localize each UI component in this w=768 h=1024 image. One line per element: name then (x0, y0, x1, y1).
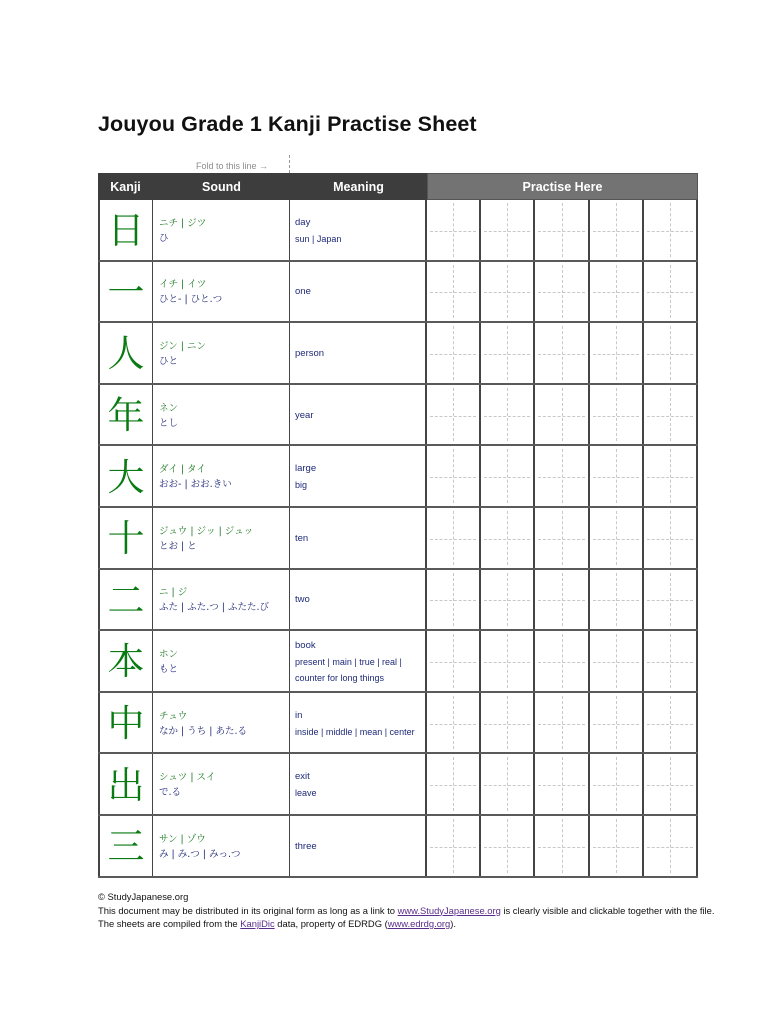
practise-box[interactable] (590, 693, 644, 755)
sound-cell (153, 816, 290, 878)
on-reading: ニ | ジ (159, 587, 188, 599)
practise-area (427, 754, 698, 816)
license-text-part: is clearly visible and clickable together with the file. The sheets are compiled from the (98, 904, 715, 929)
practise-box[interactable] (427, 508, 481, 570)
practise-box[interactable] (481, 816, 535, 878)
practise-box[interactable] (590, 754, 644, 816)
sound-cell (153, 323, 290, 385)
meaning-primary: large (295, 463, 317, 475)
table-row (98, 816, 698, 878)
meaning-cell (290, 570, 427, 632)
table-row (98, 570, 698, 632)
practise-box[interactable] (644, 631, 698, 693)
kun-reading: ひ (159, 232, 169, 244)
meaning-cell (290, 693, 427, 755)
meaning-primary: person (295, 347, 325, 359)
license-text (98, 904, 718, 931)
practise-box[interactable] (535, 385, 589, 447)
kanji-character: 本 (98, 631, 153, 693)
practise-area (427, 508, 698, 570)
on-reading: シュツ | スイ (159, 772, 216, 784)
kun-reading: なか | うち | あた.る (159, 725, 248, 737)
practise-area (427, 200, 698, 262)
kanji-character: 大 (98, 446, 153, 508)
meaning-secondary: leave (295, 788, 317, 799)
studyjapanese-link[interactable]: www.StudyJapanese.org (397, 904, 501, 916)
meaning-cell (290, 754, 427, 816)
practise-box[interactable] (481, 446, 535, 508)
meaning-cell (290, 385, 427, 447)
meaning-cell (290, 816, 427, 878)
kun-reading: おお- | おお.きい (159, 479, 232, 491)
kanjidic-link[interactable]: KanjiDic (240, 918, 275, 929)
practise-box[interactable] (535, 446, 589, 508)
practise-box[interactable] (590, 631, 644, 693)
practise-box[interactable] (535, 508, 589, 570)
practise-box[interactable] (535, 570, 589, 632)
practise-box[interactable] (590, 446, 644, 508)
sound-cell (153, 754, 290, 816)
kun-reading: ひと (159, 355, 179, 367)
practise-box[interactable] (644, 754, 698, 816)
sound-cell (153, 570, 290, 632)
license-text-part: ). (450, 918, 456, 929)
on-reading: ホン (159, 648, 179, 660)
kun-reading: もと (159, 663, 179, 675)
practise-area (427, 323, 698, 385)
meaning-primary: book (295, 639, 316, 651)
practise-box[interactable] (427, 200, 481, 262)
on-reading: チュウ (159, 710, 188, 722)
practise-box[interactable] (427, 262, 481, 324)
kanji-character: 三 (98, 816, 153, 878)
practise-box[interactable] (590, 508, 644, 570)
practise-box[interactable] (644, 385, 698, 447)
practise-area (427, 816, 698, 878)
table-row (98, 200, 698, 262)
practise-box[interactable] (427, 631, 481, 693)
practise-box[interactable] (590, 262, 644, 324)
on-reading: ジン | ニン (159, 340, 207, 352)
practise-area (427, 262, 698, 324)
practise-box[interactable] (644, 323, 698, 385)
meaning-secondary: sun | Japan (295, 233, 342, 244)
practise-box[interactable] (535, 323, 589, 385)
practise-box[interactable] (644, 446, 698, 508)
meaning-primary: ten (295, 532, 309, 544)
practise-box[interactable] (590, 816, 644, 878)
practise-box[interactable] (481, 693, 535, 755)
table-row (98, 323, 698, 385)
kanji-character: 十 (98, 508, 153, 570)
practise-box[interactable] (481, 508, 535, 570)
header-kanji: Kanji (98, 173, 153, 200)
practise-box[interactable] (590, 200, 644, 262)
meaning-cell (290, 631, 427, 693)
practise-box[interactable] (535, 262, 589, 324)
practise-box[interactable] (481, 754, 535, 816)
fold-line-marker (289, 155, 290, 173)
sound-cell (153, 385, 290, 447)
practise-box[interactable] (481, 631, 535, 693)
practise-box[interactable] (481, 262, 535, 324)
footer (98, 890, 718, 931)
practise-box[interactable] (535, 816, 589, 878)
practise-box[interactable] (590, 570, 644, 632)
practise-box[interactable] (427, 693, 481, 755)
practise-box[interactable] (427, 570, 481, 632)
practise-box[interactable] (590, 385, 644, 447)
kanji-character: 出 (98, 754, 153, 816)
table-row (98, 631, 698, 693)
meaning-secondary: inside | middle | mean | center (295, 726, 415, 737)
practise-area (427, 385, 698, 447)
on-reading: ダイ | タイ (159, 464, 206, 476)
kun-reading: で.る (159, 787, 182, 799)
kun-reading: とし (159, 417, 179, 429)
practise-area (427, 446, 698, 508)
meaning-secondary: big (295, 480, 308, 491)
kanji-character: 年 (98, 385, 153, 447)
meaning-primary: in (295, 709, 303, 721)
practise-box[interactable] (590, 323, 644, 385)
meaning-primary: day (295, 216, 311, 228)
table-row (98, 508, 698, 570)
practise-area (427, 631, 698, 693)
practise-area (427, 570, 698, 632)
sound-cell (153, 508, 290, 570)
practise-box[interactable] (644, 816, 698, 878)
meaning-cell (290, 200, 427, 262)
kanji-character: 中 (98, 693, 153, 755)
on-reading: イチ | イツ (159, 279, 207, 291)
meaning-primary: three (295, 840, 317, 852)
meaning-cell (290, 323, 427, 385)
practise-box[interactable] (535, 631, 589, 693)
on-reading: ネン (159, 402, 179, 414)
practise-box[interactable] (481, 385, 535, 447)
practise-box[interactable] (481, 323, 535, 385)
table-row (98, 385, 698, 447)
practise-box[interactable] (644, 200, 698, 262)
license-text-part: This document may be distributed in its original form as long as a link to (98, 904, 398, 916)
practise-area (427, 693, 698, 755)
kanji-table (98, 200, 698, 878)
kun-reading: ひと- | ひと.つ (159, 294, 223, 306)
edrdg-link[interactable]: www.edrdg.org (387, 918, 451, 929)
meaning-cell (290, 262, 427, 324)
header-sound: Sound (153, 173, 290, 200)
practise-box[interactable] (481, 570, 535, 632)
practise-box[interactable] (427, 385, 481, 447)
on-reading: ジュウ | ジッ | ジュッ (159, 525, 254, 537)
meaning-cell (290, 508, 427, 570)
kanji-character: 二 (98, 570, 153, 632)
kun-reading: とお | と (159, 540, 197, 552)
kun-reading: ふた | ふた.つ | ふたた.び (159, 602, 270, 614)
practise-box[interactable] (427, 754, 481, 816)
header-meaning: Meaning (290, 173, 427, 200)
table-row (98, 262, 698, 324)
meaning-primary: year (295, 409, 314, 421)
practise-box[interactable] (644, 508, 698, 570)
meaning-secondary: present | main | true | real | counter for long things (295, 656, 402, 683)
fold-instruction: Fold to this line → (196, 161, 269, 171)
practise-box[interactable] (535, 754, 589, 816)
sound-cell (153, 200, 290, 262)
on-reading: サン | ゾウ (159, 833, 206, 845)
practise-box[interactable] (644, 570, 698, 632)
practise-box[interactable] (644, 693, 698, 755)
page-title: Jouyou Grade 1 Kanji Practise Sheet (98, 112, 477, 136)
meaning-primary: exit (295, 771, 310, 783)
table-row (98, 693, 698, 755)
table-row (98, 446, 698, 508)
license-text-part: data, property of EDRDG ( (274, 918, 388, 929)
practise-box[interactable] (535, 693, 589, 755)
sound-cell (153, 262, 290, 324)
kanji-character: 一 (98, 262, 153, 324)
practise-box[interactable] (481, 200, 535, 262)
copyright-line: © StudyJapanese.org (98, 891, 189, 902)
kanji-character: 人 (98, 323, 153, 385)
meaning-cell (290, 446, 427, 508)
meaning-primary: two (295, 594, 310, 606)
on-reading: ニチ | ジツ (159, 217, 207, 229)
table-row (98, 754, 698, 816)
practise-box[interactable] (427, 323, 481, 385)
header-practise: Practise Here (427, 173, 698, 200)
sound-cell (153, 631, 290, 693)
practise-box[interactable] (427, 446, 481, 508)
sound-cell (153, 693, 290, 755)
sound-cell (153, 446, 290, 508)
practise-box[interactable] (644, 262, 698, 324)
meaning-primary: one (295, 286, 311, 298)
kanji-character: 日 (98, 200, 153, 262)
practise-box[interactable] (427, 816, 481, 878)
practise-box[interactable] (535, 200, 589, 262)
kun-reading: み | み.つ | みっ.つ (159, 848, 241, 860)
